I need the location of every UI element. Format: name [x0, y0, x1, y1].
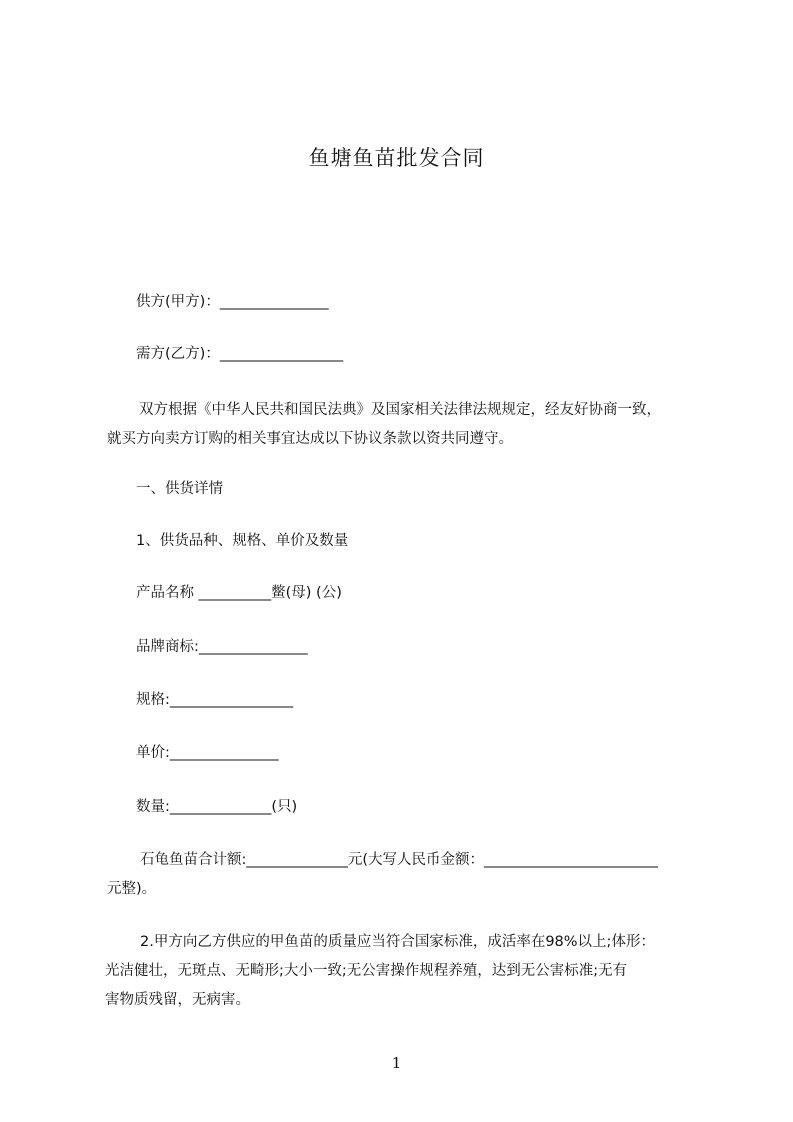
quantity-line: 数量:______________(只)	[136, 799, 298, 815]
seller-line: 供方(甲方)：_______________	[136, 294, 329, 310]
section1-heading: 一、供货详情	[136, 481, 223, 497]
intro-line-1: 双方根据《中华人民共和国民法典》及国家相关法律法规规定，经友好协商一致，	[139, 402, 661, 418]
document-title: 鱼塘鱼苗批发合同	[308, 146, 485, 170]
unit-price-line: 单价:_______________	[136, 745, 279, 761]
item2-line-3: 害物质残留，无病害。	[105, 992, 250, 1008]
item2-paragraph	[105, 928, 715, 1015]
item2-line-1: 2.甲方向乙方供应的甲鱼苗的质量应当符合国家标准，成活率在98%以上;体形：	[140, 934, 655, 950]
intro-paragraph	[107, 396, 707, 454]
brand-line: 品牌商标:_______________	[136, 639, 308, 655]
item1-heading: 1、供货品种、规格、单价及数量	[136, 533, 349, 549]
total-line-1: 石龟鱼苗合计额:______________元(大写人民币金额：________________________	[140, 852, 659, 868]
spec-line: 规格:_________________	[136, 692, 294, 708]
buyer-line: 需方(乙方)：_________________	[136, 346, 344, 362]
total-paragraph	[107, 846, 707, 904]
product-name-line: 产品名称 __________鳖(母) (公)	[136, 585, 342, 601]
page-number: 1	[391, 1054, 402, 1072]
intro-line-2: 就买方向卖方订购的相关事宜达成以下协议条款以资共同遵守。	[107, 431, 513, 447]
total-line-2: 元整)。	[107, 881, 157, 897]
item2-line-2: 光洁健壮，无斑点、无畸形;大小一致;无公害操作规程养殖，达到无公害标准;无有	[105, 963, 628, 979]
